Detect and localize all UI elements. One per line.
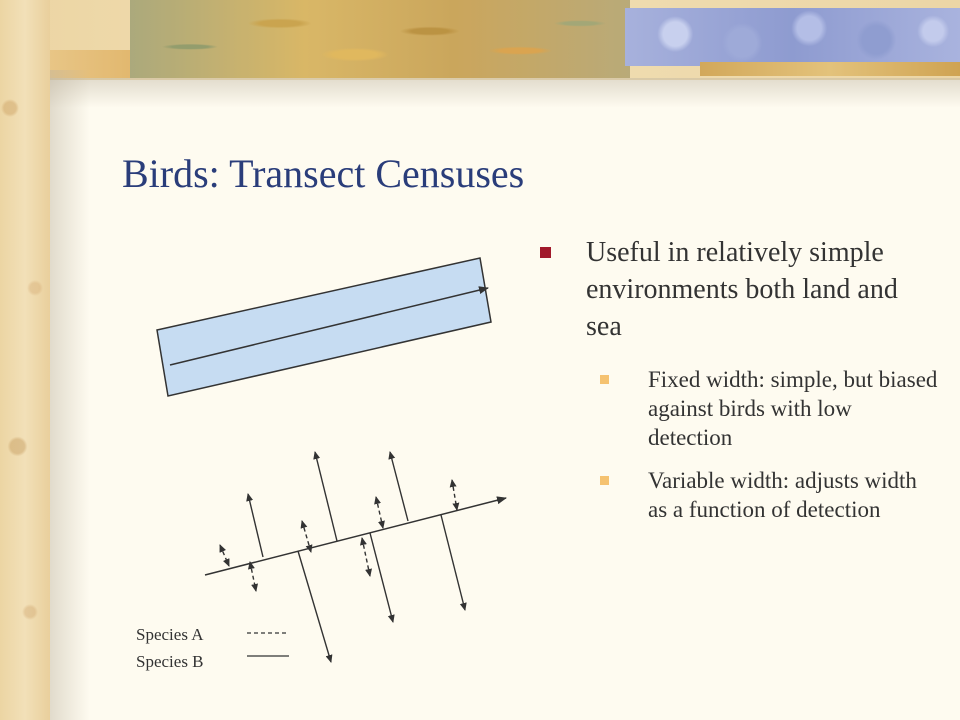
species-b-detection-arrow <box>298 551 331 662</box>
species-a-detections <box>220 480 457 591</box>
species-a-detection-arrow <box>220 545 229 566</box>
species-b-detection-arrow <box>315 452 337 541</box>
legend-species-b-label: Species B <box>136 652 204 671</box>
legend-species-a-label: Species A <box>136 625 204 644</box>
species-a-detection-arrow <box>250 562 256 591</box>
sub-bullet-text: Variable width: adjusts width as a function of detection <box>648 468 917 522</box>
species-b-detection-arrow <box>390 452 408 521</box>
species-a-detection-arrow <box>362 538 370 576</box>
species-b-detection-arrow <box>370 533 393 622</box>
species-b-detection-arrow <box>441 515 465 610</box>
sub-bullet-text: Fixed width: simple, but biased against birds with low detection <box>648 367 938 450</box>
main-bullet-text: Useful in relatively simple environments both land and sea <box>586 237 898 342</box>
species-b-detection-arrow <box>248 494 263 557</box>
species-a-detection-arrow <box>452 480 457 510</box>
legend <box>136 625 289 671</box>
species-a-detection-arrow <box>376 497 383 528</box>
slide-title: Birds: Transect Censuses <box>122 151 525 196</box>
species-a-detection-arrow <box>302 521 311 552</box>
species-b-detections <box>248 452 465 662</box>
